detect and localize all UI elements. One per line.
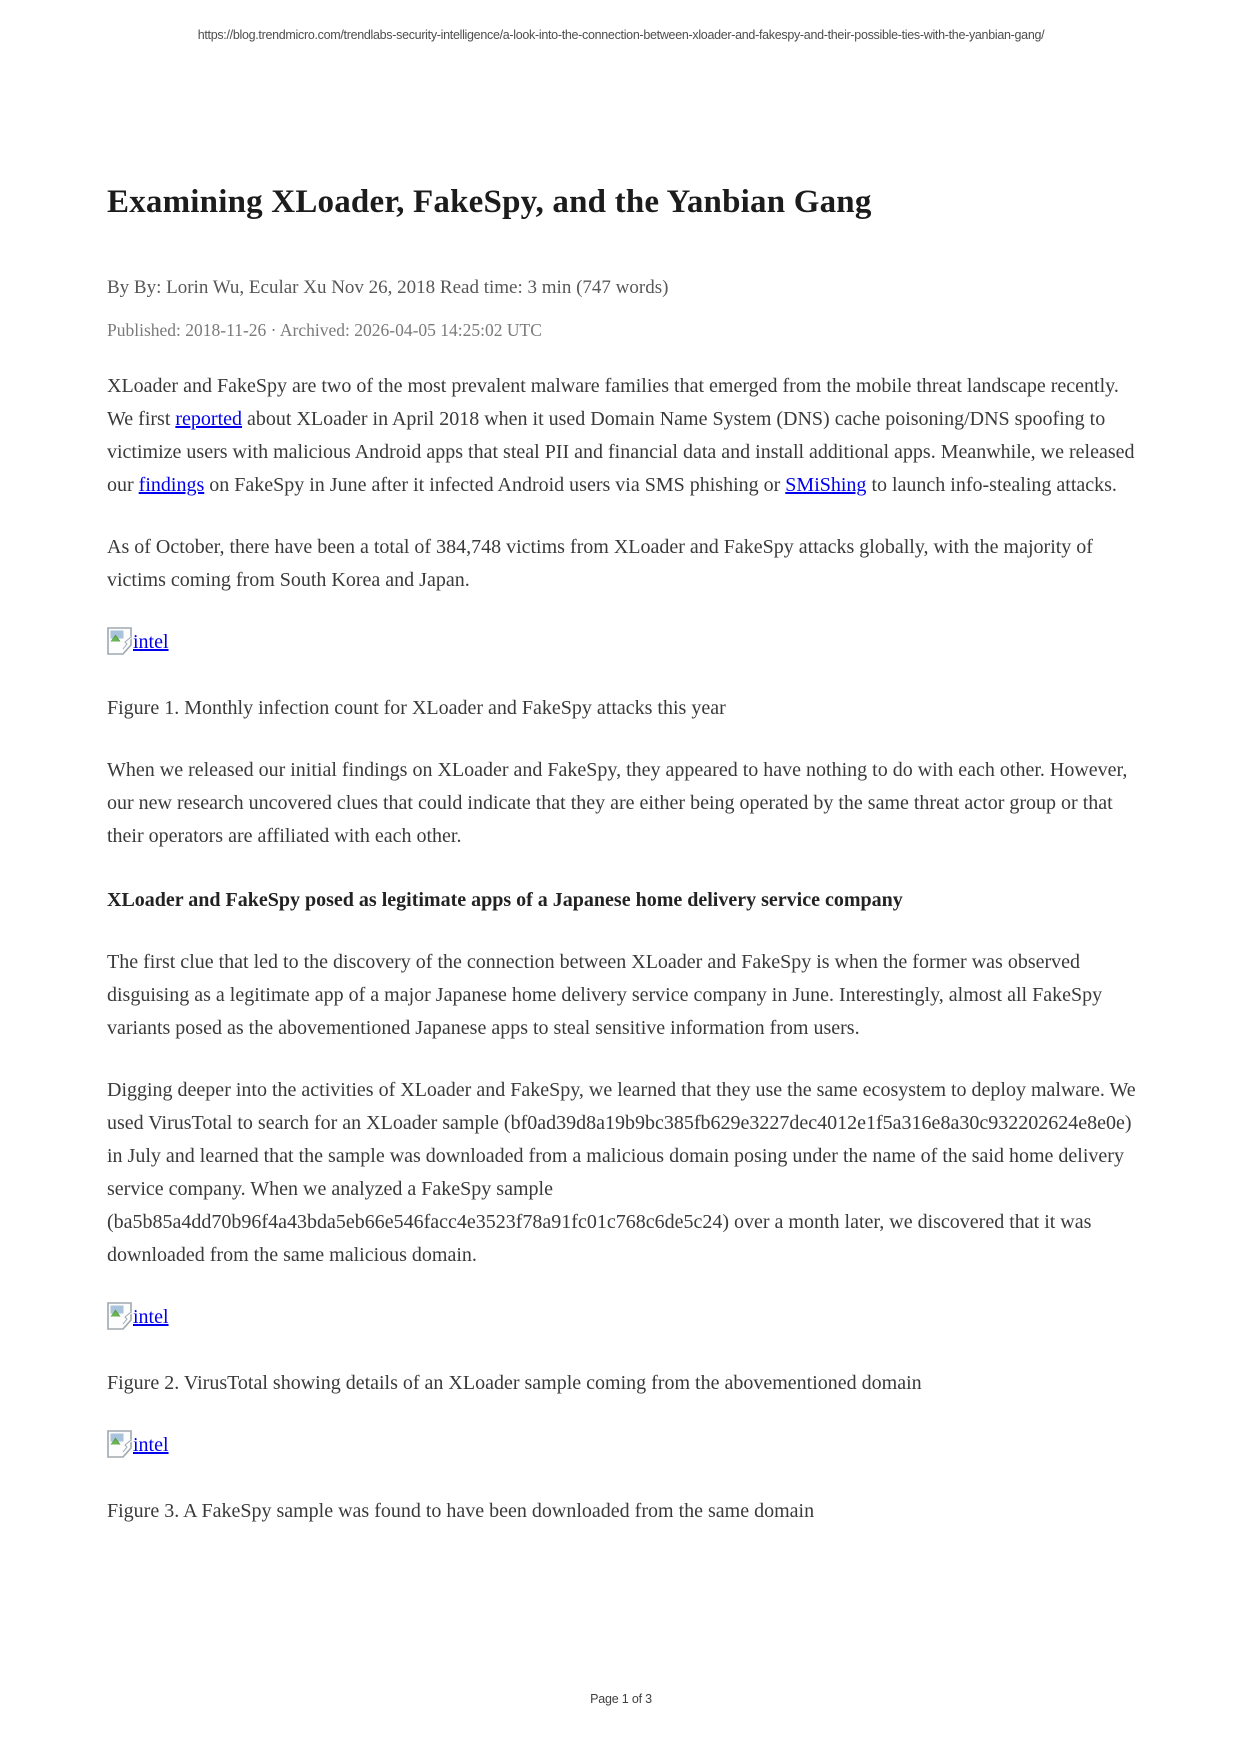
paragraph-intro bbox=[107, 370, 1142, 502]
page-number: Page 1 of 3 bbox=[590, 1692, 652, 1706]
link-smishing[interactable]: SMiShing bbox=[785, 474, 867, 496]
page-title: Examining XLoader, FakeSpy, and the Yanbian Gang bbox=[107, 184, 872, 220]
figure2-caption: Figure 2. VirusTotal showing details of an XLoader sample coming from the abovementioned domain bbox=[107, 1372, 922, 1394]
link-reported[interactable]: reported bbox=[175, 408, 243, 430]
article-body bbox=[107, 184, 1142, 1528]
figure-2 bbox=[107, 1302, 1142, 1338]
broken-image-icon bbox=[107, 627, 132, 655]
figure1-caption: Figure 1. Monthly infection count for XLoader and FakeSpy attacks this year bbox=[107, 697, 726, 719]
figure3-caption: Figure 3. A FakeSpy sample was found to have been downloaded from the same domain bbox=[107, 1500, 815, 1522]
figure-1 bbox=[107, 627, 1142, 663]
text-segment: on FakeSpy in June after it infected Android users via SMS phishing or bbox=[204, 474, 786, 496]
paragraph-victim-count: As of October, there have been a total of 384,748 victims from XLoader and FakeSpy attacks globally, with the majority of victims coming from South Korea and Japan. bbox=[107, 536, 1093, 591]
paragraph-virustotal: Digging deeper into the activities of XLoader and FakeSpy, we learned that they use the same ecosystem to deploy malware. We used VirusTotal to search for an XLoader sample (bf0ad39d8a19b9bc385fb629e3227dec4012e1f5a316e8a30c932202624e8e0e) in July and learned that the sample was downloaded from a malicious domain posing under the name of the said home delivery service company. When we analyzed a FakeSpy sample (ba5b85a4dd70b96f4a43bda5eb66e546facc4e3523f78a91fc01c768c6de5c24) over a month later, we discovered that it was downloaded from the same malicious domain. bbox=[107, 1079, 1136, 1266]
figure1-alt-text: intel bbox=[133, 631, 169, 653]
text-segment: about XLoader in April 2018 when it used Domain Name System (DNS) cache poisoning/DNS spoofing to victimize users with malicious Android apps that steal PII and financial data and install additional apps. Meanwhile, we released our bbox=[107, 408, 1135, 496]
figure1-image-link[interactable] bbox=[107, 627, 169, 655]
section-heading: XLoader and FakeSpy posed as legitimate apps of a Japanese home delivery service company bbox=[107, 889, 903, 911]
byline: By By: Lorin Wu, Ecular Xu Nov 26, 2018 Read time: 3 min (747 words) bbox=[107, 277, 669, 298]
link-findings[interactable]: findings bbox=[138, 474, 205, 496]
figure-3 bbox=[107, 1430, 1142, 1466]
broken-image-icon bbox=[107, 1302, 132, 1330]
paragraph-initial-findings: When we released our initial findings on XLoader and FakeSpy, they appeared to have nothing to do with each other. However, our new research uncovered clues that could indicate that they are either being operated by the same threat actor group or that their operators are affiliated with each other. bbox=[107, 759, 1128, 847]
paragraph-first-clue: The first clue that led to the discovery of the connection between XLoader and FakeSpy is when the former was observed disguising as a legitimate app of a major Japanese home delivery service company in June. Interestingly, almost all FakeSpy variants posed as the abovementioned Japanese apps to steal sensitive information from users. bbox=[107, 951, 1103, 1039]
figure3-alt-text: intel bbox=[133, 1434, 169, 1456]
figure3-image-link[interactable] bbox=[107, 1430, 169, 1458]
published-archived-meta: Published: 2018-11-26 · Archived: 2026-04-05 14:25:02 UTC bbox=[107, 320, 542, 340]
figure2-alt-text: intel bbox=[133, 1306, 169, 1328]
broken-image-icon bbox=[107, 1430, 132, 1458]
text-segment: XLoader and FakeSpy are two of the most prevalent malware families that emerged from the mobile threat landscape recently. We first bbox=[107, 375, 1119, 430]
text-segment: to launch info-stealing attacks. bbox=[866, 474, 1117, 496]
figure2-image-link[interactable] bbox=[107, 1302, 169, 1330]
print-header-url: https://blog.trendmicro.com/trendlabs-security-intelligence/a-look-into-the-connection-between-xloader-and-fakespy-and-their-possible-ties-with-the-yanbian-gang/ bbox=[197, 28, 1045, 42]
